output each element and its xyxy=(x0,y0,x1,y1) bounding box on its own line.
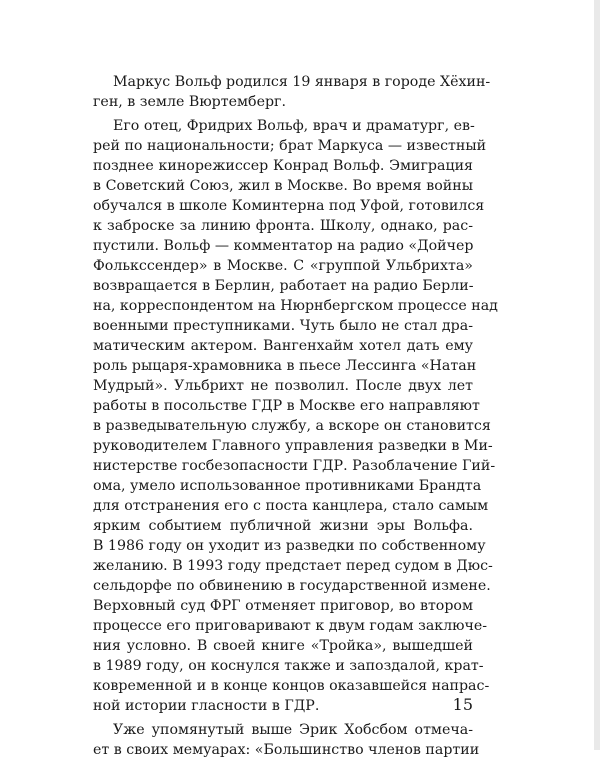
page-edge-shadow xyxy=(594,0,600,750)
text-line: работы в посольстве ГДР в Москве его направляют xyxy=(93,398,480,414)
text-line: в Советский Союз, жил в Москве. Во время войны xyxy=(93,178,473,194)
text-line: на, корреспондентом на Нюрнбергском процессе над xyxy=(93,298,498,314)
text-line: пустили. Вольф — комментатор на радио «Дойчер xyxy=(93,238,474,254)
paragraph-hobsbawm-quote xyxy=(93,720,480,760)
paragraph-birth xyxy=(93,72,491,112)
text-line: к заброске за линию фронта. Школу, однако, рас- xyxy=(93,218,473,234)
text-line: матическим актером. Вангенхайм хотел дать ему xyxy=(93,338,473,354)
text-line: ген, в земле Вюртемберг. xyxy=(93,94,286,110)
text-line: Мудрый». Ульбрихт не позволил. После двух лет xyxy=(93,378,473,394)
text-line: ной истории гласности в ГДР. xyxy=(93,698,320,714)
text-line: ния условно. В своей книге «Тройка», вышедшей xyxy=(93,638,473,654)
text-line: Уже упомянутый выше Эрик Хобсбом отмеча- xyxy=(113,722,473,738)
text-line: Его отец, Фридрих Вольф, врач и драматург, ев- xyxy=(113,118,475,134)
text-line: ет в своих мемуарах: «Большинство членов партии xyxy=(93,742,480,758)
text-line: позднее кинорежиссер Конрад Вольф. Эмиграция xyxy=(93,158,473,174)
text-line: нистерстве госбезопасности ГДР. Разоблачение Гий- xyxy=(93,458,496,474)
text-line: военными преступниками. Чуть было не стал дра- xyxy=(93,318,473,334)
text-line: желанию. В 1993 году предстает перед судом в Дюс- xyxy=(93,558,493,574)
text-line: обучался в школе Коминтерна под Уфой, готовился xyxy=(93,198,485,214)
text-line: Фолькссендер» в Москве. С «группой Ульбрихта» xyxy=(93,258,473,274)
text-line: в 1989 году, он коснулся также и запоздалой, крат- xyxy=(93,658,484,674)
text-line: ома, умело использованное противниками Брандта xyxy=(93,478,482,494)
text-line: в разведывательную службу, а вскоре он становится xyxy=(93,418,491,434)
text-line: возвращается в Берлин, работает на радио Берли- xyxy=(93,278,474,294)
text-line: руководителем Главного управления разведки в Ми- xyxy=(93,438,493,454)
body-text xyxy=(93,72,498,760)
text-line: рей по национальности; брат Маркуса — известный xyxy=(93,138,487,154)
text-line: В 1986 году он уходит из разведки по собственному xyxy=(93,538,486,554)
text-line: ярким событием публичной жизни эры Вольфа. xyxy=(93,518,473,534)
paragraph-biography xyxy=(93,116,498,716)
text-line: Маркус Вольф родился 19 января в городе Хёхин- xyxy=(113,74,491,90)
text-line: сельдорфе по обвинению в государственной измене. xyxy=(93,578,491,594)
text-line: для отстранения его с поста канцлера, стало самым xyxy=(93,498,489,514)
text-line: процессе его приговаривают к двум годам заключе- xyxy=(93,618,488,634)
text-line: ковременной и в конце концов оказавшейся напрас- xyxy=(93,678,490,694)
text-line: роль рыцаря-храмовника в пьесе Лессинга «Натан xyxy=(93,358,477,374)
page-number: 15 xyxy=(452,695,473,714)
text-line: Верховный суд ФРГ отменяет приговор, во втором xyxy=(93,598,473,614)
